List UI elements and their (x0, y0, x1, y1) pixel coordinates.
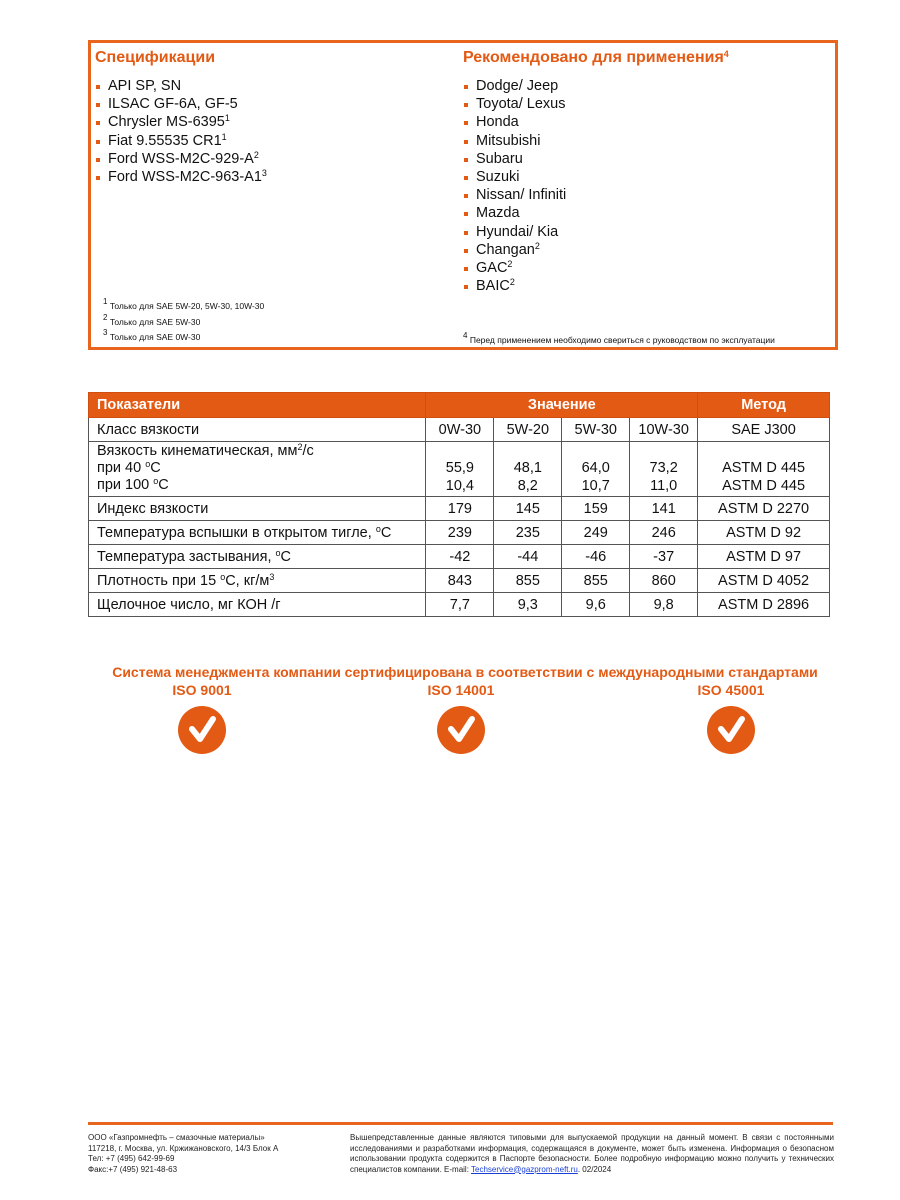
specifications-column (95, 49, 455, 186)
value-cell: 235 (494, 521, 562, 545)
grade-cell: 5W-30 (562, 418, 630, 442)
specifications-footnotes (103, 299, 264, 346)
properties-table (88, 392, 830, 617)
row-label: Вязкость кинематическая, $мм^2/с$ при 40 $^о$С при 100 $^о$С (89, 442, 426, 497)
specifications-list (95, 77, 455, 186)
table-row (89, 569, 830, 593)
value-cell: 855 (494, 569, 562, 593)
value-cell: 860 (630, 569, 698, 593)
footnote: $^2$ Только для SAE 5W-30 (103, 312, 201, 327)
row-label: Температура застывания, $^о$С (89, 545, 426, 569)
table-row (89, 521, 830, 545)
company-phone: Тел: +7 (495) 642-99-69 (88, 1154, 175, 1163)
company-address: 117218, г. Москва, ул. Кржижановского, 14/3 Блок А (88, 1143, 279, 1153)
method-cell: ASTM D 445 ASTM D 445 (698, 442, 830, 497)
recommended-item: Toyota/ Lexus (463, 95, 833, 113)
footer-contacts (88, 1133, 338, 1175)
grade-cell: 5W-20 (494, 418, 562, 442)
spec-item: Chrysler MS-6395$^1$ (95, 113, 455, 131)
value-cell: -42 (426, 545, 494, 569)
method-cell: ASTM D 2270 (698, 497, 830, 521)
footer-disclaimer: Вышепредставленные данные являются типовыми для выпускаемой продукции на данный момент. В связи с постоянными исследованиями и разработками информация, содержащаяся в документе, может быть изменена. Информация о безопасном использовании продукта содержится в Паспорте безопасности. Более подробную информацию можно получить у технических специалистов компании. E-mail: Techservice@gazprom-neft.ru. 02/2024 (350, 1133, 834, 1174)
iso-14001-block (401, 682, 521, 754)
value-cell: 9,8 (630, 593, 698, 617)
recommended-item: Nissan/ Infiniti (463, 186, 833, 204)
footnote: $^3$ Только для SAE 0W-30 (103, 328, 201, 342)
company-name: ООО «Газпромнефть – смазочные материалы» (88, 1133, 265, 1142)
specifications-title: Спецификации (95, 49, 216, 66)
value-cell: -37 (630, 545, 698, 569)
value-cell: 9,3 (494, 593, 562, 617)
certification-title: Система менеджмента компании сертифицирована в соответствии с международными стандартами (112, 664, 818, 680)
value-cell: 141 (630, 497, 698, 521)
recommended-item: Mitsubishi (463, 132, 833, 150)
value-cell: 843 (426, 569, 494, 593)
table-row (89, 497, 830, 521)
value-cell: 48,1 8,2 (494, 442, 562, 497)
recommended-list (463, 77, 833, 295)
value-cell: 145 (494, 497, 562, 521)
table-row (89, 418, 830, 442)
email-link[interactable]: Techservice@gazprom-neft.ru (471, 1164, 578, 1174)
value-cell: 179 (426, 497, 494, 521)
recommended-footnote: $^4$ Перед применением необходимо свериться с руководством по эксплуатации (463, 331, 775, 345)
value-cell: 239 (426, 521, 494, 545)
iso-label: ISO 45001 (697, 682, 765, 698)
recommended-item: Honda (463, 113, 833, 131)
company-fax: Факс:+7 (495) 921-48-63 (88, 1164, 178, 1174)
value-cell: 246 (630, 521, 698, 545)
checkmark-icon (707, 706, 755, 754)
spec-item: Ford WSS-$M2C-963-A1^3$ (95, 168, 455, 186)
method-cell: ASTM D 92 (698, 521, 830, 545)
recommended-item: BAIC$^2$ (463, 277, 833, 295)
grade-cell: 10W-30 (630, 418, 698, 442)
specifications-box (88, 40, 838, 350)
row-label: Плотность при 15 $^о$С, $кг/м^3$ (89, 569, 426, 593)
iso-label: ISO 9001 (172, 682, 232, 698)
method-cell: ASTM D 97 (698, 545, 830, 569)
table-header-row (89, 393, 830, 418)
footnote: $^1$ Только для SAE 5W-20, 5W-30, 10W-30 (103, 297, 265, 311)
footer-divider (88, 1122, 833, 1125)
checkmark-icon (178, 706, 226, 754)
row-label: Щелочное число, мг КОН /г (89, 593, 426, 617)
recommended-item: Subaru (463, 150, 833, 168)
grade-cell: 0W-30 (426, 418, 494, 442)
recommended-item: Changan$^2$ (463, 241, 833, 259)
checkmark-icon (437, 706, 485, 754)
spec-item: Fiat 9.55535 $CR1^1$ (95, 132, 455, 150)
value-cell: -46 (562, 545, 630, 569)
method-cell: ASTM D 4052 (698, 569, 830, 593)
recommended-item: Suzuki (463, 168, 833, 186)
header-value: Значение (426, 393, 698, 418)
row-label: Температура вспышки в открытом тигле, $^о$С (89, 521, 426, 545)
header-properties: Показатели (89, 393, 426, 418)
value-cell: -44 (494, 545, 562, 569)
method-cell: ASTM D 2896 (698, 593, 830, 617)
value-cell: 73,2 11,0 (630, 442, 698, 497)
spec-item: ILSAC GF-6A, GF-5 (95, 95, 455, 113)
value-cell: 9,6 (562, 593, 630, 617)
row-label: Индекс вязкости (89, 497, 426, 521)
method-cell: SAE J300 (698, 418, 830, 442)
table-row (89, 442, 830, 497)
recommended-item: Mazda (463, 204, 833, 222)
recommended-item: GAC$^2$ (463, 259, 833, 277)
recommended-column (463, 49, 833, 295)
value-cell: 159 (562, 497, 630, 521)
header-method: Метод (698, 393, 830, 418)
value-cell: 55,9 10,4 (426, 442, 494, 497)
table-row (89, 593, 830, 617)
recommended-item: Hyundai/ Kia (463, 223, 833, 241)
row-label: Класс вязкости (89, 418, 426, 442)
value-cell: 7,7 (426, 593, 494, 617)
value-cell: 64,0 10,7 (562, 442, 630, 497)
iso-45001-block (671, 682, 791, 754)
recommended-item: Dodge/ Jeep (463, 77, 833, 95)
value-cell: 249 (562, 521, 630, 545)
iso-9001-block (142, 682, 262, 754)
spec-item: API SP, SN (95, 77, 455, 95)
table-row (89, 545, 830, 569)
recommended-title: Рекомендовано для применения$^4$ (463, 49, 729, 66)
iso-label: ISO 14001 (427, 682, 495, 698)
value-cell: 855 (562, 569, 630, 593)
spec-item: Ford WSS-$M2C-929-A^2$ (95, 150, 455, 168)
